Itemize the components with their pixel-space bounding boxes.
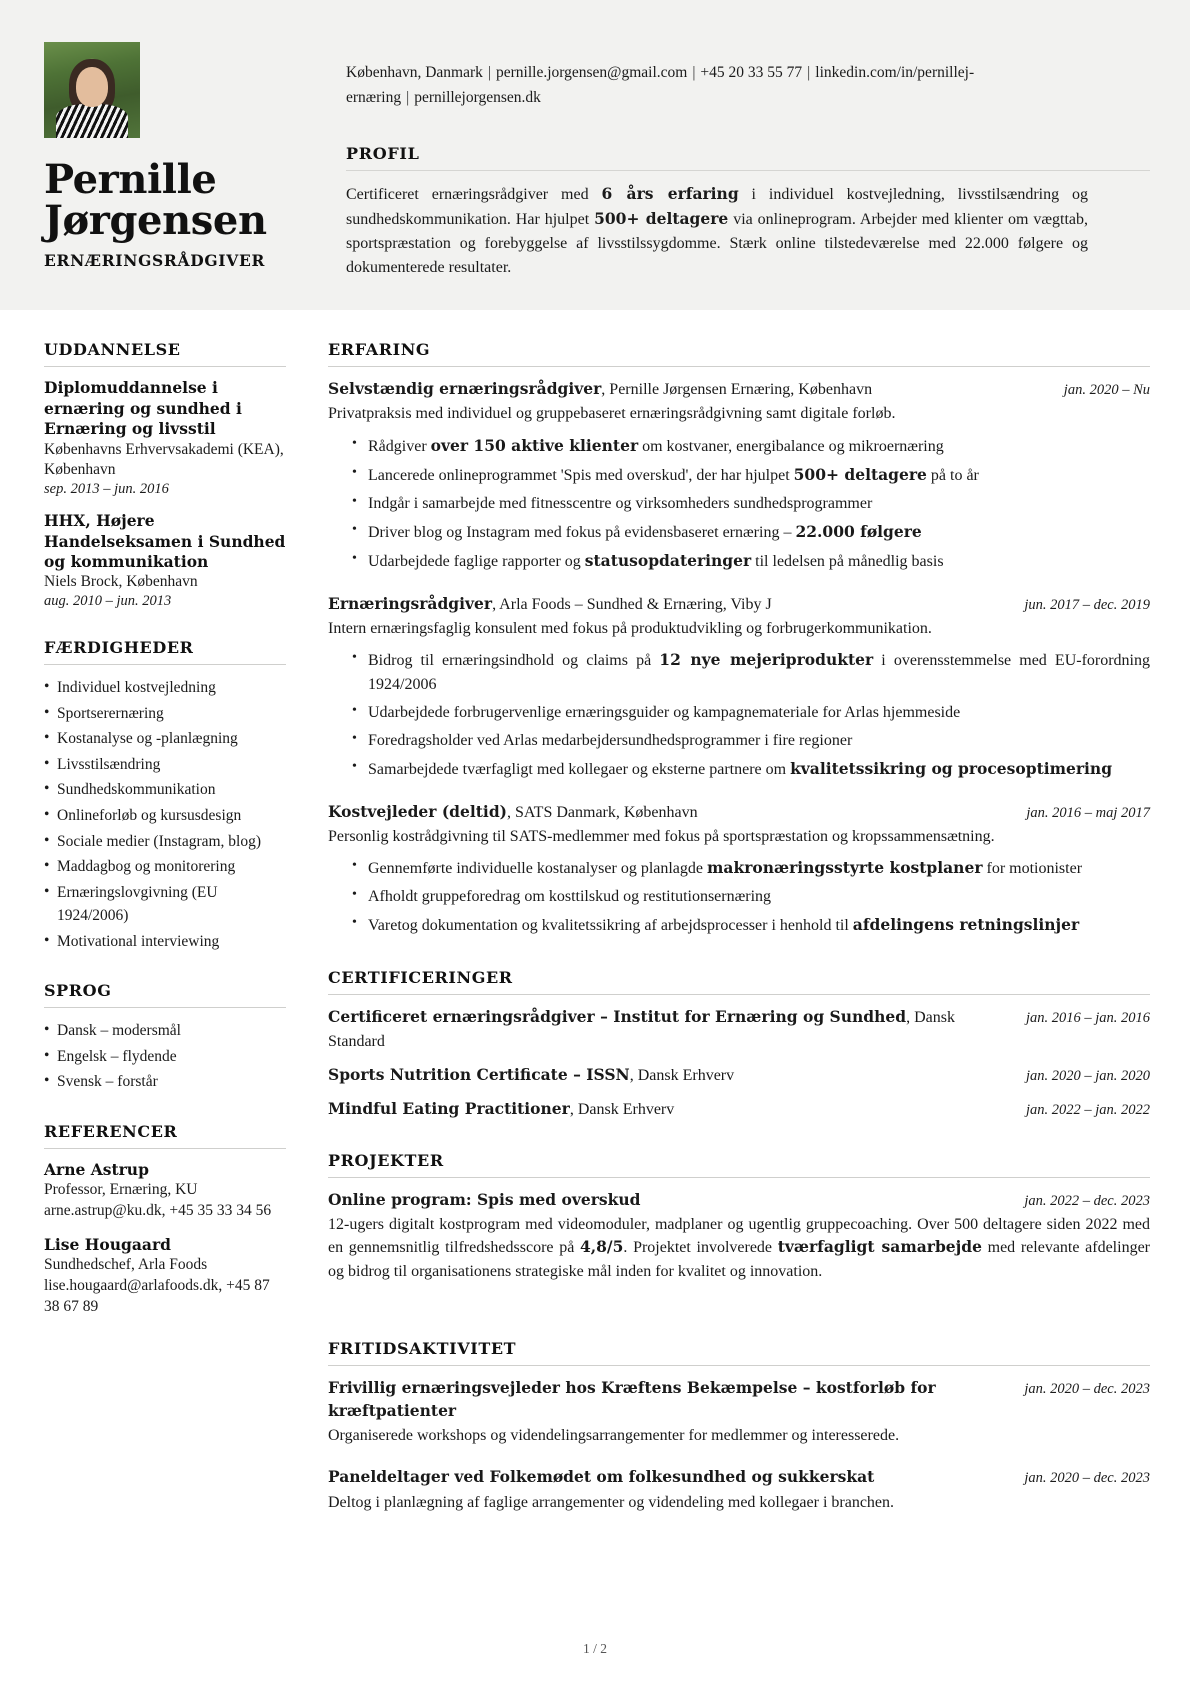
project-entry bbox=[328, 1189, 1150, 1283]
contact-email[interactable]: pernille.jorgensen@gmail.com bbox=[495, 64, 688, 81]
activity-date: jan. 2020 – dec. 2023 bbox=[1024, 1470, 1150, 1487]
education-entry bbox=[44, 378, 286, 498]
text-run: Bidrog til ernæringsindhold og claims på bbox=[368, 651, 660, 669]
certification-date: jan. 2022 – jan. 2022 bbox=[1025, 1101, 1150, 1118]
contact-linkedin[interactable]: linkedin.com/in/pernillej-ernæring bbox=[346, 64, 975, 107]
contact-website[interactable]: pernillejorgensen.dk bbox=[414, 89, 541, 107]
emphasis: 4,8/5 bbox=[579, 1237, 624, 1257]
text-run: via onlineprogram. Arbejder med klienter om vægttab, sportspræstation og forebyggelse af livsstilssygdomme. Stærk online tilstedeværelse med 22.000 følgere og dokumenterede resultater. bbox=[346, 211, 1088, 277]
education-title: HHX, Højere Handelseksamen i Sundhed og kommunikation bbox=[44, 511, 286, 572]
list-item: • Ernæringslovgivning (EU 1924/2006) bbox=[44, 881, 286, 928]
section-skills bbox=[44, 638, 286, 953]
text-run: om kostvaner, energibalance og mikroernæring bbox=[638, 437, 944, 455]
text-run: Foredragsholder ved Arlas medarbejdersundhedsprogrammer i fire regioner bbox=[368, 731, 853, 749]
activity-title: Frivillig ernæringsvejleder hos Kræftens Bekæmpelse – kostforløb for kræftpatienter bbox=[328, 1377, 936, 1421]
text-run: med relevante afdelinger og bidrog til organisationens strategiske mål inden for kvalitet og innovation. bbox=[328, 1239, 1151, 1280]
section-education bbox=[44, 340, 286, 610]
experience-date: jan. 2020 – Nu bbox=[1063, 382, 1150, 399]
section-projects bbox=[328, 1151, 1150, 1283]
text-run: Rådgiver bbox=[368, 437, 431, 455]
activity-description: Deltog i planlægning af faglige arrangementer og videndeling med kollegaer i branchen. bbox=[328, 1493, 895, 1511]
education-entry bbox=[44, 511, 286, 610]
activity-entry bbox=[328, 1377, 1150, 1448]
text-run: i overensstemmelse med EU-forordning 1924/2006 bbox=[368, 651, 1150, 693]
emphasis: makronæringsstyrte kostplaner bbox=[707, 858, 983, 878]
header-identity bbox=[44, 42, 328, 270]
section-heading-skills: FÆRDIGHEDER bbox=[44, 638, 194, 658]
section-experience bbox=[328, 340, 1150, 938]
languages-list bbox=[44, 1019, 286, 1094]
emphasis: tværfagligt samarbejde bbox=[777, 1237, 982, 1257]
job-title: ERNÆRINGSRÅDGIVER bbox=[44, 250, 266, 270]
list-item: • Sportserernæring bbox=[44, 702, 286, 726]
section-certifications bbox=[328, 968, 1150, 1121]
bullet-item bbox=[352, 913, 1150, 938]
education-institution: Niels Brock, København bbox=[44, 573, 198, 591]
emphasis: kvalitetssikring og procesoptimering bbox=[790, 758, 1113, 778]
text-run: Driver blog og Instagram med fokus på evidensbaseret ernæring – bbox=[368, 523, 796, 541]
references-list bbox=[44, 1160, 286, 1318]
experience-bullets bbox=[328, 434, 1150, 574]
list-item: • Svensk – forstår bbox=[44, 1070, 286, 1094]
activity-header bbox=[328, 1466, 1150, 1489]
certification-date: jan. 2020 – jan. 2020 bbox=[1025, 1067, 1150, 1084]
activity-date: jan. 2020 – dec. 2023 bbox=[1024, 1380, 1150, 1397]
contact-location: København, Danmark bbox=[346, 64, 483, 81]
activity-entry bbox=[328, 1466, 1150, 1513]
experience-summary: Privatpraksis med individuel og gruppebaseret ernæringsrådgivning samt digitale forløb. bbox=[328, 405, 896, 423]
experience-date: jun. 2017 – dec. 2019 bbox=[1024, 596, 1150, 613]
list-item: • Sociale medier (Instagram, blog) bbox=[44, 830, 286, 854]
bullet-item bbox=[352, 856, 1150, 881]
text-run: på to år bbox=[926, 466, 979, 484]
avatar bbox=[44, 42, 140, 138]
emphasis: 500+ deltagere bbox=[594, 209, 729, 229]
experience-entry bbox=[328, 378, 1150, 573]
experience-entry bbox=[328, 801, 1150, 938]
education-list bbox=[44, 378, 286, 610]
emphasis: 22.000 følgere bbox=[795, 521, 922, 541]
section-heading-education: UDDANNELSE bbox=[44, 340, 181, 360]
text-run: Gennemførte individuelle kostanalyser og planlagde bbox=[368, 860, 708, 878]
text-run: i individuel kostvejledning, livsstilsændring og sundhedskommunikation. Har hjulpet bbox=[346, 186, 1089, 229]
last-name: Jørgensen bbox=[44, 196, 267, 244]
list-item: • Sundhedskommunikation bbox=[44, 778, 286, 802]
text-run: 12-ugers digitalt kostprogram med videomoduler, madplaner og ugentlig gruppecoaching. Over 500 deltagere siden 2022 med en gennemsnitlig tilfredshedsscore på bbox=[328, 1216, 1150, 1257]
experience-role-company: Kostvejleder (deltid), SATS Danmark, København bbox=[328, 801, 698, 821]
experience-bullets bbox=[328, 856, 1150, 938]
activity-description: Organiserede workshops og videndelingsarrangementer for medlemmer og interesserede. bbox=[328, 1427, 900, 1445]
section-heading-profile: PROFIL bbox=[346, 144, 420, 164]
contact-separator: | bbox=[487, 64, 491, 81]
divider bbox=[328, 1365, 1150, 1366]
section-languages bbox=[44, 981, 286, 1094]
bullet-item bbox=[352, 434, 1150, 459]
section-activities bbox=[328, 1339, 1150, 1514]
text-run: Certificeret ernæringsrådgiver med bbox=[346, 186, 602, 204]
text-run: Udarbejdede faglige rapporter og bbox=[368, 552, 585, 570]
list-item: • Kostanalyse og -planlægning bbox=[44, 727, 286, 751]
bullet-item bbox=[352, 885, 1150, 909]
section-heading-activities: FRITIDSAKTIVITET bbox=[328, 1338, 517, 1358]
section-heading-certifications: CERTIFICERINGER bbox=[328, 968, 513, 988]
contact-separator: | bbox=[807, 64, 811, 81]
bullet-item bbox=[352, 492, 1150, 516]
list-item: • Engelsk – flydende bbox=[44, 1045, 286, 1069]
experience-summary: Intern ernæringsfaglig konsulent med fokus på produktudvikling og forbrugerkommunikation. bbox=[328, 619, 932, 637]
certification-entry bbox=[328, 1064, 1150, 1087]
header-contact-and-profile bbox=[328, 42, 1150, 280]
projects-list bbox=[328, 1189, 1150, 1283]
divider bbox=[44, 366, 286, 367]
contact-separator: | bbox=[692, 64, 696, 81]
education-date: aug. 2010 – jun. 2013 bbox=[44, 593, 172, 610]
divider bbox=[44, 664, 286, 665]
bullet-item bbox=[352, 757, 1150, 782]
page-title bbox=[44, 156, 328, 244]
experience-entry bbox=[328, 593, 1150, 782]
page-number: 1 / 2 bbox=[582, 1641, 607, 1656]
text-run: Udarbejdede forbrugervenlige ernæringsguider og kampagnemateriale for Arlas hjemmeside bbox=[368, 703, 961, 721]
activity-title: Paneldeltager ved Folkemødet om folkesundhed og sukkerskat bbox=[328, 1467, 875, 1487]
divider bbox=[44, 1007, 286, 1008]
section-references bbox=[44, 1122, 286, 1318]
activity-header bbox=[328, 1377, 1150, 1423]
text-run: for motionister bbox=[982, 860, 1083, 878]
divider bbox=[328, 1177, 1150, 1178]
emphasis: statusopdateringer bbox=[584, 550, 752, 570]
section-heading-projects: PROJEKTER bbox=[328, 1151, 444, 1171]
experience-bullets bbox=[328, 648, 1150, 782]
body bbox=[0, 310, 1190, 1544]
experience-summary: Personlig kostrådgivning til SATS-medlemmer med fokus på sportspræstation og kropssammensætning. bbox=[328, 828, 995, 846]
certifications-list bbox=[328, 1006, 1150, 1121]
certification-date: jan. 2016 – jan. 2016 bbox=[1025, 1010, 1150, 1027]
bullet-item bbox=[352, 463, 1150, 488]
bullet-item bbox=[352, 701, 1150, 725]
divider bbox=[346, 170, 1150, 171]
reference-name: Arne Astrup bbox=[44, 1159, 149, 1179]
text-run: Varetog dokumentation og kvalitetssikring af arbejdsprocesser i henhold til bbox=[368, 917, 853, 935]
bullet-item bbox=[352, 729, 1150, 753]
reference-entry bbox=[44, 1160, 286, 1222]
project-title: Online program: Spis med overskud bbox=[328, 1190, 641, 1210]
text-run: Indgår i samarbejde med fitnesscentre og virksomheders sundhedsprogrammer bbox=[368, 494, 873, 512]
section-heading-experience: ERFARING bbox=[328, 340, 431, 360]
emphasis: afdelingens retningslinjer bbox=[852, 915, 1080, 935]
project-date: jan. 2022 – dec. 2023 bbox=[1024, 1193, 1150, 1210]
emphasis: 6 års erfaring bbox=[601, 184, 739, 204]
education-title: Diplomuddannelse i ernæring og sundhed i Ernæring og livsstil bbox=[44, 378, 242, 439]
experience-list bbox=[328, 378, 1150, 938]
list-item: • Onlineforløb og kursusdesign bbox=[44, 804, 286, 828]
list-item: • Motivational interviewing bbox=[44, 930, 286, 954]
header bbox=[0, 0, 1190, 310]
experience-role-company: Ernæringsrådgiver, Arla Foods – Sundhed & Ernæring, Viby J bbox=[328, 593, 772, 613]
list-item: • Maddagbog og monitorering bbox=[44, 855, 286, 879]
text-run: Samarbejdede tværfagligt med kollegaer og eksterne partnere om bbox=[368, 760, 791, 778]
divider bbox=[328, 366, 1150, 367]
experience-header bbox=[328, 378, 1150, 401]
reference-entry bbox=[44, 1235, 286, 1318]
text-run: Afholdt gruppeforedrag om kosttilskud og restitutionsernæring bbox=[368, 888, 772, 906]
section-heading-references: REFERENCER bbox=[44, 1121, 178, 1141]
certification-title: Mindful Eating Practitioner, Dansk Erhverv bbox=[328, 1098, 675, 1118]
sidebar bbox=[44, 340, 302, 1544]
bullet-item bbox=[352, 648, 1150, 697]
divider bbox=[328, 994, 1150, 995]
list-item: • Livsstilsændring bbox=[44, 753, 286, 777]
list-item: • Individuel kostvejledning bbox=[44, 676, 286, 700]
experience-date: jan. 2016 – maj 2017 bbox=[1026, 804, 1150, 821]
reference-role: Sundhedschef, Arla Foods bbox=[44, 1256, 208, 1274]
text-run: Lancerede onlineprogrammet 'Spis med overskud', der har hjulpet bbox=[368, 466, 794, 484]
contact-separator: | bbox=[406, 89, 410, 107]
reference-contact[interactable]: arne.astrup@ku.dk, +45 35 33 34 56 bbox=[44, 1202, 272, 1220]
reference-contact[interactable]: lise.hougaard@arlafoods.dk, +45 87 38 67 89 bbox=[44, 1277, 270, 1315]
reference-role: Professor, Ernæring, KU bbox=[44, 1181, 198, 1199]
text-run: til ledelsen på månedlig basis bbox=[751, 552, 944, 570]
certification-entry bbox=[328, 1006, 1150, 1052]
certification-entry bbox=[328, 1098, 1150, 1121]
education-institution: Københavns Erhvervsakademi (KEA), København bbox=[44, 440, 284, 479]
emphasis: over 150 aktive klienter bbox=[430, 435, 639, 455]
activities-list bbox=[328, 1377, 1150, 1514]
project-header bbox=[328, 1189, 1150, 1212]
bullet-item bbox=[352, 520, 1150, 545]
contact-line bbox=[346, 60, 1098, 110]
main-content bbox=[302, 340, 1150, 1544]
text-run: . Projektet involverede bbox=[623, 1239, 778, 1257]
certification-title: Sports Nutrition Certificate – ISSN, Dansk Erhverv bbox=[328, 1064, 735, 1084]
experience-header bbox=[328, 801, 1150, 824]
education-date: sep. 2013 – jun. 2016 bbox=[44, 481, 169, 498]
experience-role-company: Selvstændig ernæringsrådgiver, Pernille Jørgensen Ernæring, København bbox=[328, 379, 873, 399]
divider bbox=[44, 1148, 286, 1149]
section-heading-languages: SPROG bbox=[44, 981, 112, 1001]
bullet-item bbox=[352, 549, 1150, 574]
list-item: • Dansk – modersmål bbox=[44, 1019, 286, 1043]
first-name: Pernille bbox=[44, 156, 217, 203]
emphasis: 12 nye mejeriprodukter bbox=[659, 649, 874, 669]
profile-text bbox=[346, 182, 1088, 280]
project-description bbox=[328, 1213, 1150, 1283]
skills-list bbox=[44, 676, 286, 953]
experience-header bbox=[328, 593, 1150, 616]
certification-title: Certificeret ernæringsrådgiver – Institut for Ernæring og Sundhed, Dansk Standard bbox=[328, 1007, 955, 1050]
contact-phone[interactable]: +45 20 33 55 77 bbox=[700, 64, 803, 81]
emphasis: 500+ deltagere bbox=[793, 464, 927, 484]
reference-name: Lise Hougaard bbox=[44, 1234, 171, 1254]
